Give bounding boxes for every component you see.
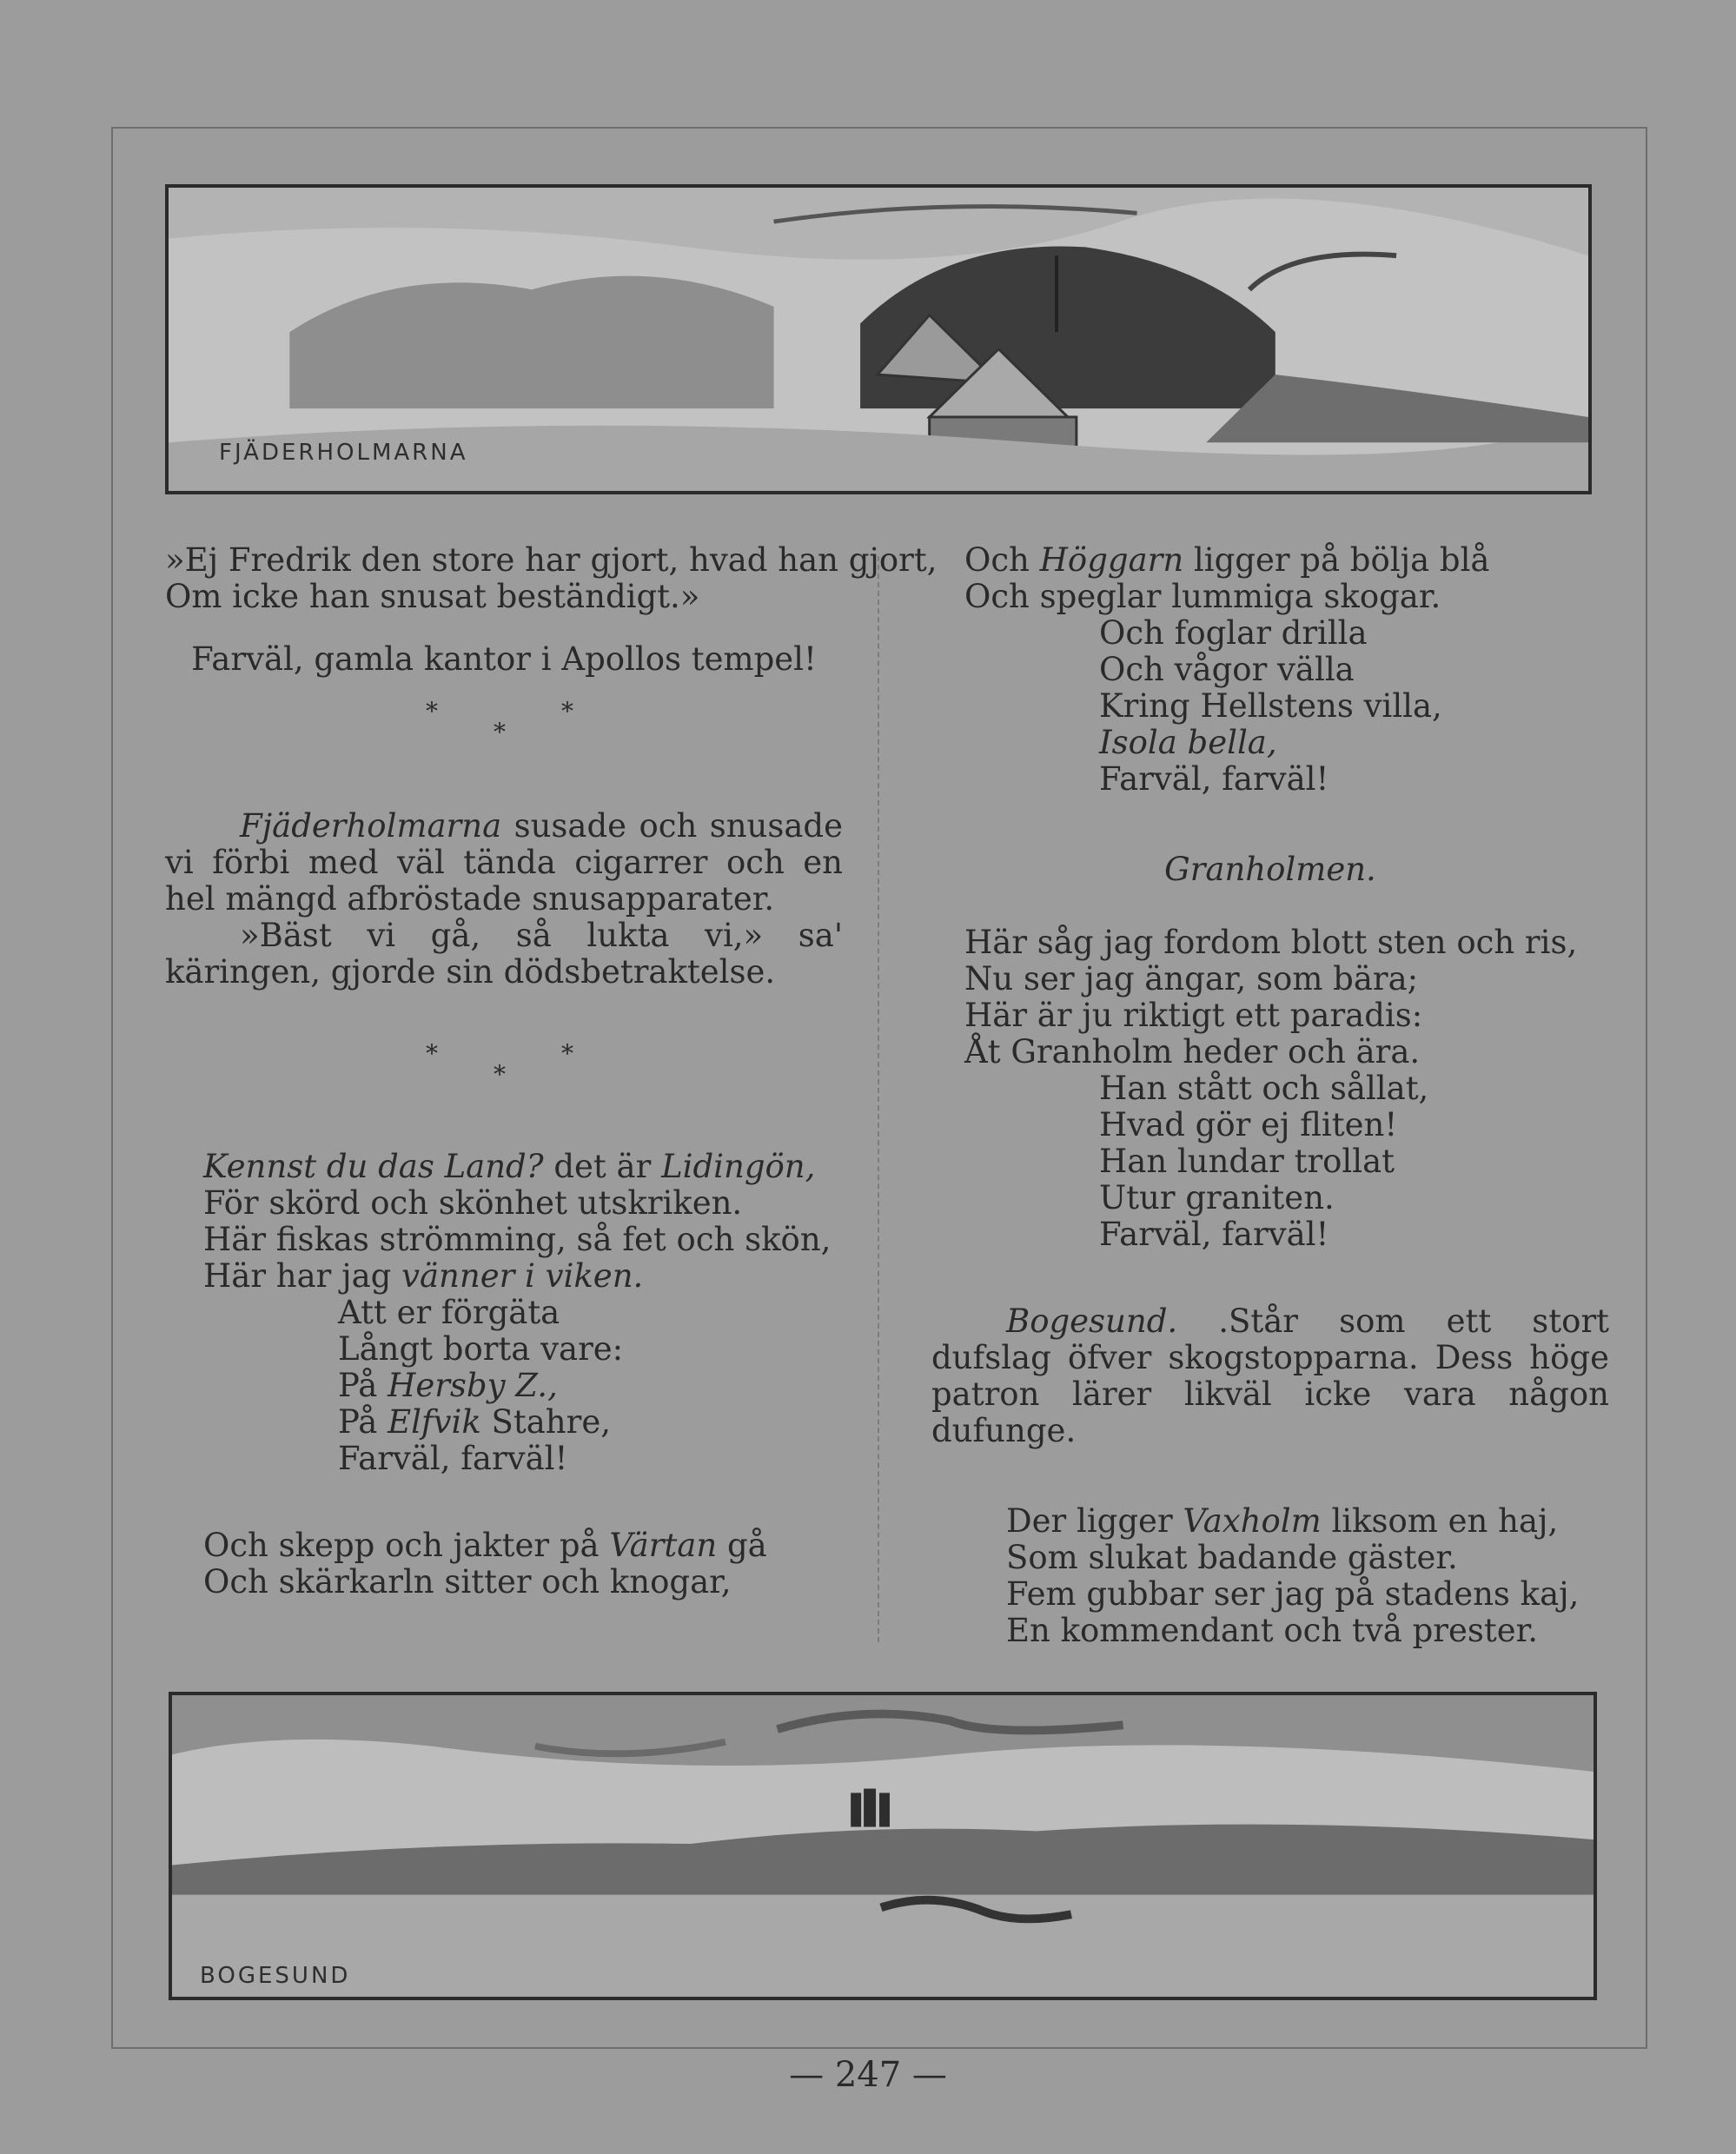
poem-line: En kommendant och två prester. [1006,1612,1538,1649]
poem-line [203,1528,843,1564]
poem-line: Och foglar drilla [1099,614,1368,652]
paragraph-karingen: »Bäst vi gå, så lukta vi,» sa' käringen, gjorde sin dödsbetraktelse. [165,917,843,991]
poem-phrase: Här har jag [203,1257,392,1295]
poem-line [203,1368,843,1404]
poem-line: Nu ser jag ängar, som bära; [964,960,1419,997]
asterism: * [494,1060,506,1089]
bogesund-drawing [172,1695,1594,1997]
poem-phrase: Och [964,541,1030,579]
poem-line: Och vågor välla [1099,651,1355,688]
place-hersby: Hersby Z., [388,1367,558,1404]
poem-line [203,1404,843,1441]
poem-line: Att er förgäta [338,1294,560,1331]
poem-line: Farväl, farväl! [1099,760,1329,798]
poem-phrase: Och skepp och jakter på [203,1527,600,1564]
poem-line: Som slukat badande gäster. [1006,1539,1458,1576]
paragraph-fjaderholmarna-text: susade och snusade vi förbi med väl tända cigarrer och en hel mängd afbröstade snusapparater. [165,807,843,918]
place-elfvik: Elfvik [388,1403,481,1441]
poem-line [964,542,1609,579]
place-fjaderholmarna: Fjäderholmarna [240,807,502,845]
poem-phrase: Kennst du das Land? [203,1148,544,1185]
asterism: * [426,697,438,726]
farewell-kantor: Farväl, gamla kantor i Apollos tempel! [191,640,817,678]
poem-line: Och skärkarln sitter och knogar, [203,1563,732,1601]
quote-line-1: »Ej Fredrik den store har gjort, hvad han gjort, [165,541,938,579]
poem-phrase: det är [553,1148,652,1185]
poem-line: Långt borta vare: [338,1330,624,1368]
poem-line: Här är ju riktigt ett paradis: [964,997,1423,1034]
poem-line: Åt Granholm heder och ära. [964,1033,1421,1070]
poem-line: Han lundar trollat [1099,1143,1395,1180]
illustration-bogesund [169,1692,1597,2000]
poem-line [203,1149,843,1185]
asterism: * [561,697,573,726]
right-column [931,542,1609,1649]
poem-phrase: liksom en haj, [1331,1502,1559,1540]
place-bogesund: Bogesund. [1006,1302,1178,1340]
poem-line: Här fiskas strömming, så fet och skön, [203,1221,832,1258]
poem-phrase: På [338,1367,378,1404]
place-vartan: Värtan [609,1527,718,1564]
poem-line: Och speglar lummiga skogar. [964,578,1441,615]
caption-fjaderholmarna: FJÄDERHOLMARNA [219,440,468,466]
poem-line: Kring Hellstens villa, [1099,687,1442,725]
quote-line-2: Om icke han snusat beständigt.» [165,578,700,615]
illustration-fjaderholmarna [165,184,1592,494]
place-vaxholm: Vaxholm [1183,1502,1322,1540]
place-isola-bella: Isola bella, [1099,724,1277,761]
poem-granholmen [931,925,1609,1253]
asterism: * [426,1039,438,1068]
poem-phrase: På [338,1403,378,1441]
poem-vaxholm [931,1503,1609,1649]
poem-line: Här såg jag fordom blott sten och ris, [964,924,1578,961]
place-lidingon: Lidingön, [661,1148,816,1185]
heading-granholmen [931,852,1609,888]
paragraph-bogesund [931,1303,1609,1449]
poem-line: Han stått och sållat, [1099,1070,1429,1107]
asterism-group-2 [165,1036,843,1104]
poem-line: Farväl, farväl! [1099,1216,1329,1253]
paragraph-bogesund-text: .Står som ett stort dufslag öfver skogstopparna. Dess höge patron lärer likväl icke vara någon dufunge. [931,1302,1609,1449]
poem-line: Fem gubbar ser jag på stadens kaj, [1006,1575,1580,1613]
asterism-group-1 [165,693,843,761]
page-number: — 247 — [789,2055,947,2095]
column-divider [878,556,879,1642]
caption-bogesund: BOGESUND [200,1963,351,1989]
poem-phrase: vänner i viken. [401,1257,644,1295]
poem-line [964,725,1609,761]
poem-phrase: ligger på bölja blå [1193,541,1490,579]
poem-lidingon [165,1149,843,1601]
heading-granholmen-text: Granholmen. [1164,851,1376,888]
left-column [165,541,938,1601]
poem-line: Hvad gör ej fliten! [1099,1106,1398,1143]
poem-line [1006,1503,1609,1540]
place-hoggarn: Höggarn [1039,541,1184,579]
poem-phrase: gå [726,1527,767,1564]
poem-line: För skörd och skönhet utskriken. [203,1184,743,1222]
asterism: * [494,718,506,746]
poem-hoggarn [931,542,1609,798]
poem-line: Farväl, farväl! [338,1440,568,1477]
poem-phrase: Stahre, [491,1403,611,1441]
poem-line [203,1258,843,1295]
paragraph-fjaderholmarna [165,808,843,918]
asterism: * [561,1039,573,1068]
poem-line: Utur graniten. [1099,1179,1335,1216]
poem-phrase: Der ligger [1006,1502,1173,1540]
